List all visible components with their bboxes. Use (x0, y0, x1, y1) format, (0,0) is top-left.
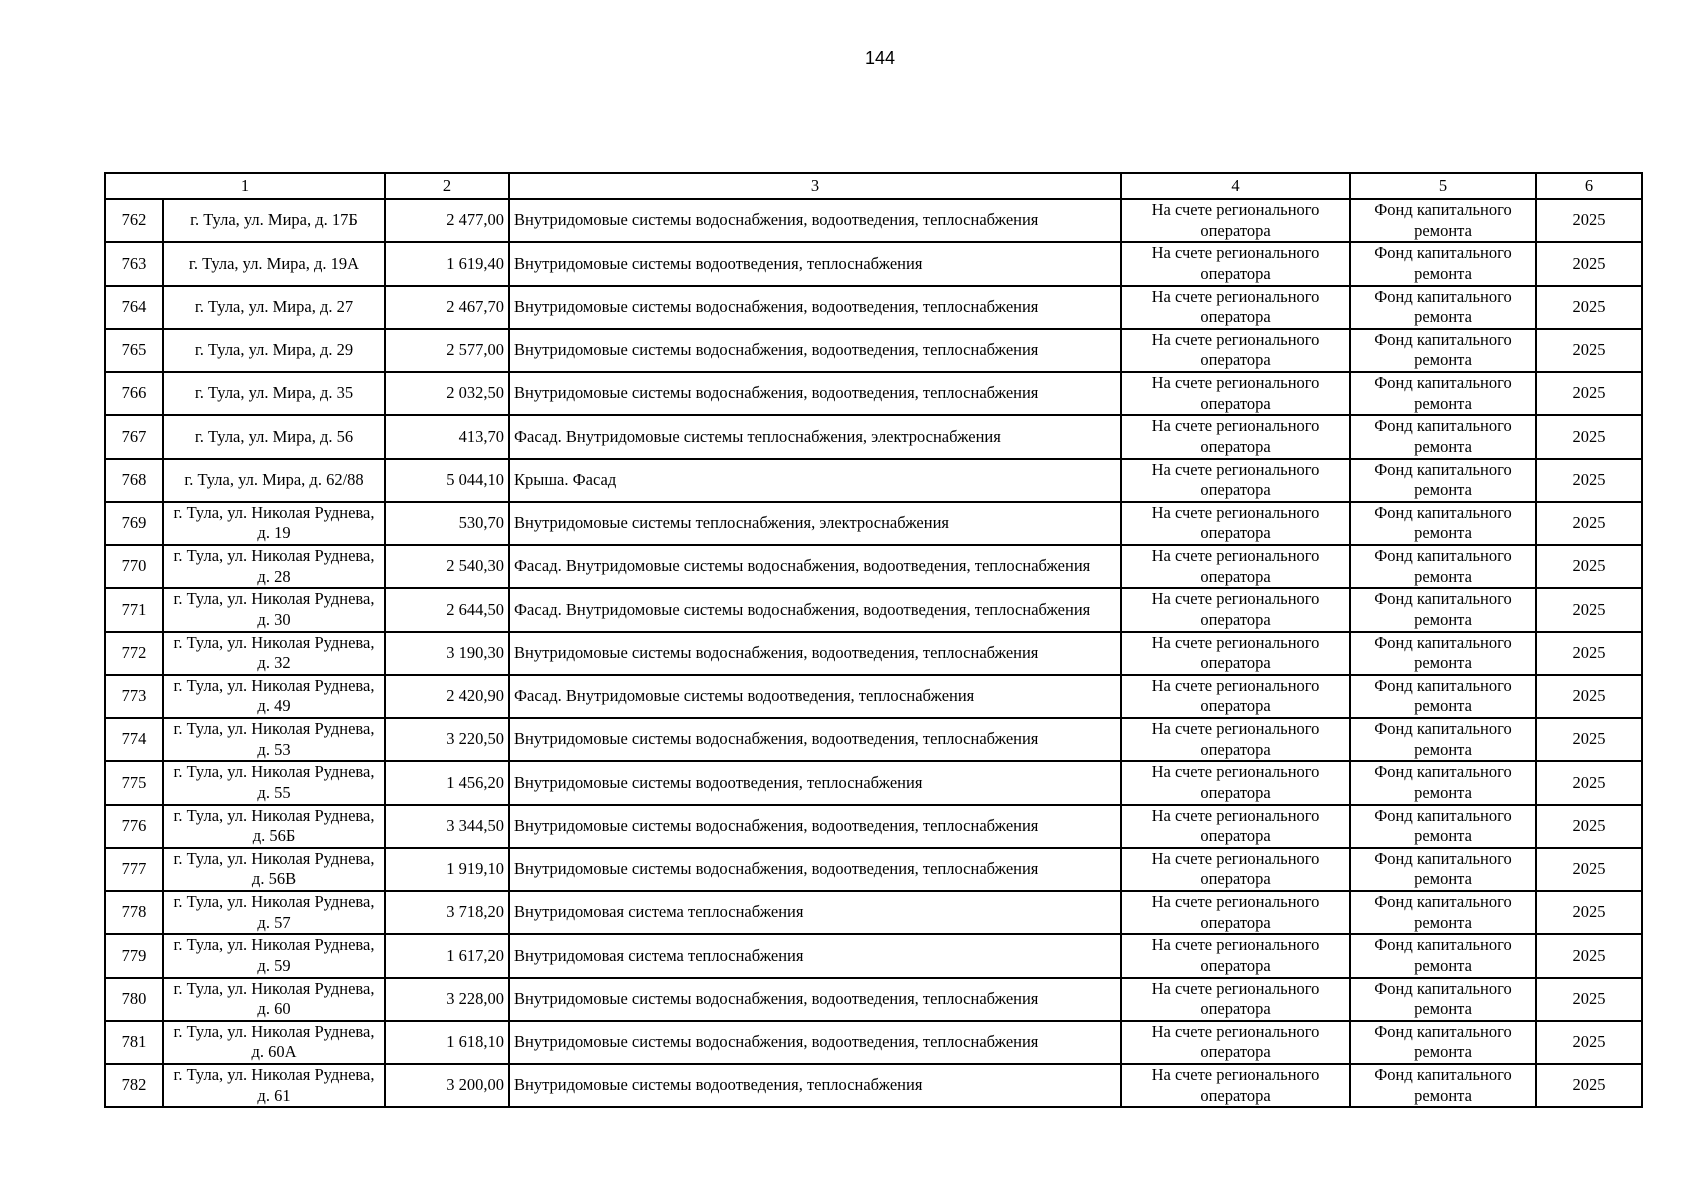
address-cell: г. Тула, ул. Мира, д. 19А (163, 242, 385, 285)
page-number: 144 (864, 48, 896, 68)
area-cell: 413,70 (385, 415, 509, 458)
column-number-row (105, 173, 1642, 199)
table-row (105, 459, 1642, 502)
year-cell: 2025 (1536, 848, 1642, 891)
fund-cell: Фонд капитального ремонта (1350, 588, 1536, 631)
works-cell: Внутридомовые системы водоснабжения, водоотведения, теплоснабжения (509, 1021, 1121, 1064)
row-number: 777 (105, 848, 163, 891)
account-cell: На счете регионального оператора (1121, 372, 1350, 415)
works-cell: Внутридомовые системы водоснабжения, водоотведения, теплоснабжения (509, 718, 1121, 761)
area-cell: 3 344,50 (385, 805, 509, 848)
area-cell: 1 919,10 (385, 848, 509, 891)
row-number: 779 (105, 934, 163, 977)
area-cell: 3 220,50 (385, 718, 509, 761)
year-cell: 2025 (1536, 588, 1642, 631)
year-cell: 2025 (1536, 718, 1642, 761)
column-header-6: 6 (1536, 173, 1642, 199)
account-cell: На счете регионального оператора (1121, 1064, 1350, 1107)
table-row (105, 1021, 1642, 1064)
row-number: 769 (105, 502, 163, 545)
works-cell: Внутридомовые системы водоснабжения, водоотведения, теплоснабжения (509, 199, 1121, 242)
account-cell: На счете регионального оператора (1121, 978, 1350, 1021)
table-row (105, 632, 1642, 675)
row-number: 781 (105, 1021, 163, 1064)
account-cell: На счете регионального оператора (1121, 718, 1350, 761)
works-cell: Внутридомовые системы водоотведения, теплоснабжения (509, 242, 1121, 285)
address-cell: г. Тула, ул. Николая Руднева, д. 30 (163, 588, 385, 631)
works-cell: Внутридомовые системы водоснабжения, водоотведения, теплоснабжения (509, 632, 1121, 675)
table-row (105, 545, 1642, 588)
address-cell: г. Тула, ул. Мира, д. 29 (163, 329, 385, 372)
row-number: 772 (105, 632, 163, 675)
works-cell: Внутридомовые системы водоотведения, теплоснабжения (509, 1064, 1121, 1107)
row-number: 780 (105, 978, 163, 1021)
table-row (105, 978, 1642, 1021)
table-row (105, 329, 1642, 372)
row-number: 767 (105, 415, 163, 458)
year-cell: 2025 (1536, 286, 1642, 329)
year-cell: 2025 (1536, 242, 1642, 285)
account-cell: На счете регионального оператора (1121, 286, 1350, 329)
year-cell: 2025 (1536, 1021, 1642, 1064)
account-cell: На счете регионального оператора (1121, 675, 1350, 718)
account-cell: На счете регионального оператора (1121, 1021, 1350, 1064)
works-cell: Внутридомовая система теплоснабжения (509, 891, 1121, 934)
table-row (105, 891, 1642, 934)
address-cell: г. Тула, ул. Николая Руднева, д. 32 (163, 632, 385, 675)
fund-cell: Фонд капитального ремонта (1350, 415, 1536, 458)
fund-cell: Фонд капитального ремонта (1350, 848, 1536, 891)
row-number: 776 (105, 805, 163, 848)
year-cell: 2025 (1536, 415, 1642, 458)
area-cell: 1 456,20 (385, 761, 509, 804)
account-cell: На счете регионального оператора (1121, 891, 1350, 934)
row-number: 773 (105, 675, 163, 718)
fund-cell: Фонд капитального ремонта (1350, 545, 1536, 588)
area-cell: 3 200,00 (385, 1064, 509, 1107)
fund-cell: Фонд капитального ремонта (1350, 459, 1536, 502)
fund-cell: Фонд капитального ремонта (1350, 1021, 1536, 1064)
address-cell: г. Тула, ул. Николая Руднева, д. 49 (163, 675, 385, 718)
column-header-2: 2 (385, 173, 509, 199)
area-cell: 2 644,50 (385, 588, 509, 631)
fund-cell: Фонд капитального ремонта (1350, 934, 1536, 977)
table-row (105, 675, 1642, 718)
account-cell: На счете регионального оператора (1121, 632, 1350, 675)
year-cell: 2025 (1536, 329, 1642, 372)
account-cell: На счете регионального оператора (1121, 761, 1350, 804)
works-cell: Крыша. Фасад (509, 459, 1121, 502)
row-number: 763 (105, 242, 163, 285)
fund-cell: Фонд капитального ремонта (1350, 199, 1536, 242)
address-cell: г. Тула, ул. Николая Руднева, д. 56Б (163, 805, 385, 848)
works-cell: Внутридомовые системы водоснабжения, водоотведения, теплоснабжения (509, 848, 1121, 891)
account-cell: На счете регионального оператора (1121, 934, 1350, 977)
fund-cell: Фонд капитального ремонта (1350, 761, 1536, 804)
area-cell: 5 044,10 (385, 459, 509, 502)
year-cell: 2025 (1536, 372, 1642, 415)
table-row (105, 199, 1642, 242)
year-cell: 2025 (1536, 502, 1642, 545)
address-cell: г. Тула, ул. Мира, д. 27 (163, 286, 385, 329)
account-cell: На счете регионального оператора (1121, 242, 1350, 285)
fund-cell: Фонд капитального ремонта (1350, 891, 1536, 934)
row-number: 778 (105, 891, 163, 934)
year-cell: 2025 (1536, 805, 1642, 848)
works-cell: Внутридомовые системы водоснабжения, водоотведения, теплоснабжения (509, 978, 1121, 1021)
area-cell: 2 032,50 (385, 372, 509, 415)
table-row (105, 805, 1642, 848)
year-cell: 2025 (1536, 934, 1642, 977)
address-cell: г. Тула, ул. Мира, д. 35 (163, 372, 385, 415)
table-row (105, 934, 1642, 977)
account-cell: На счете регионального оператора (1121, 502, 1350, 545)
address-cell: г. Тула, ул. Мира, д. 56 (163, 415, 385, 458)
works-cell: Внутридомовые системы теплоснабжения, электроснабжения (509, 502, 1121, 545)
table-row (105, 588, 1642, 631)
fund-cell: Фонд капитального ремонта (1350, 1064, 1536, 1107)
works-cell: Внутридомовые системы водоотведения, теплоснабжения (509, 761, 1121, 804)
fund-cell: Фонд капитального ремонта (1350, 286, 1536, 329)
account-cell: На счете регионального оператора (1121, 805, 1350, 848)
year-cell: 2025 (1536, 1064, 1642, 1107)
works-cell: Внутридомовые системы водоснабжения, водоотведения, теплоснабжения (509, 329, 1121, 372)
column-header-3: 3 (509, 173, 1121, 199)
account-cell: На счете регионального оператора (1121, 588, 1350, 631)
row-number: 771 (105, 588, 163, 631)
area-cell: 1 619,40 (385, 242, 509, 285)
address-cell: г. Тула, ул. Николая Руднева, д. 60 (163, 978, 385, 1021)
register-table (104, 172, 1643, 1108)
works-cell: Фасад. Внутридомовые системы водоснабжения, водоотведения, теплоснабжения (509, 588, 1121, 631)
row-number: 766 (105, 372, 163, 415)
row-number: 770 (105, 545, 163, 588)
area-cell: 530,70 (385, 502, 509, 545)
year-cell: 2025 (1536, 199, 1642, 242)
address-cell: г. Тула, ул. Николая Руднева, д. 59 (163, 934, 385, 977)
year-cell: 2025 (1536, 891, 1642, 934)
address-cell: г. Тула, ул. Мира, д. 62/88 (163, 459, 385, 502)
table-row (105, 848, 1642, 891)
area-cell: 3 718,20 (385, 891, 509, 934)
area-cell: 2 477,00 (385, 199, 509, 242)
table-row (105, 718, 1642, 761)
area-cell: 1 617,20 (385, 934, 509, 977)
account-cell: На счете регионального оператора (1121, 199, 1350, 242)
table-row (105, 761, 1642, 804)
table-row (105, 1064, 1642, 1107)
row-number: 782 (105, 1064, 163, 1107)
row-number: 765 (105, 329, 163, 372)
fund-cell: Фонд капитального ремонта (1350, 805, 1536, 848)
fund-cell: Фонд капитального ремонта (1350, 718, 1536, 761)
area-cell: 2 540,30 (385, 545, 509, 588)
area-cell: 1 618,10 (385, 1021, 509, 1064)
row-number: 774 (105, 718, 163, 761)
address-cell: г. Тула, ул. Николая Руднева, д. 60А (163, 1021, 385, 1064)
year-cell: 2025 (1536, 675, 1642, 718)
fund-cell: Фонд капитального ремонта (1350, 675, 1536, 718)
table-body (105, 173, 1642, 1107)
year-cell: 2025 (1536, 978, 1642, 1021)
account-cell: На счете регионального оператора (1121, 848, 1350, 891)
address-cell: г. Тула, ул. Николая Руднева, д. 57 (163, 891, 385, 934)
column-header-4: 4 (1121, 173, 1350, 199)
area-cell: 3 228,00 (385, 978, 509, 1021)
column-header-5: 5 (1350, 173, 1536, 199)
table-row (105, 415, 1642, 458)
table-row (105, 372, 1642, 415)
fund-cell: Фонд капитального ремонта (1350, 978, 1536, 1021)
area-cell: 2 420,90 (385, 675, 509, 718)
fund-cell: Фонд капитального ремонта (1350, 329, 1536, 372)
year-cell: 2025 (1536, 459, 1642, 502)
table-row (105, 502, 1642, 545)
row-number: 762 (105, 199, 163, 242)
works-cell: Фасад. Внутридомовые системы водоснабжения, водоотведения, теплоснабжения (509, 545, 1121, 588)
works-cell: Внутридомовая система теплоснабжения (509, 934, 1121, 977)
account-cell: На счете регионального оператора (1121, 459, 1350, 502)
fund-cell: Фонд капитального ремонта (1350, 502, 1536, 545)
address-cell: г. Тула, ул. Николая Руднева, д. 19 (163, 502, 385, 545)
row-number: 768 (105, 459, 163, 502)
works-cell: Внутридомовые системы водоснабжения, водоотведения, теплоснабжения (509, 286, 1121, 329)
account-cell: На счете регионального оператора (1121, 415, 1350, 458)
area-cell: 2 467,70 (385, 286, 509, 329)
fund-cell: Фонд капитального ремонта (1350, 632, 1536, 675)
works-cell: Внутридомовые системы водоснабжения, водоотведения, теплоснабжения (509, 372, 1121, 415)
fund-cell: Фонд капитального ремонта (1350, 372, 1536, 415)
area-cell: 3 190,30 (385, 632, 509, 675)
works-cell: Фасад. Внутридомовые системы водоотведения, теплоснабжения (509, 675, 1121, 718)
area-cell: 2 577,00 (385, 329, 509, 372)
account-cell: На счете регионального оператора (1121, 329, 1350, 372)
table-row (105, 242, 1642, 285)
year-cell: 2025 (1536, 545, 1642, 588)
table-row (105, 286, 1642, 329)
address-cell: г. Тула, ул. Николая Руднева, д. 28 (163, 545, 385, 588)
year-cell: 2025 (1536, 632, 1642, 675)
works-cell: Фасад. Внутридомовые системы теплоснабжения, электроснабжения (509, 415, 1121, 458)
row-number: 775 (105, 761, 163, 804)
address-cell: г. Тула, ул. Николая Руднева, д. 56В (163, 848, 385, 891)
address-cell: г. Тула, ул. Николая Руднева, д. 55 (163, 761, 385, 804)
address-cell: г. Тула, ул. Мира, д. 17Б (163, 199, 385, 242)
works-cell: Внутридомовые системы водоснабжения, водоотведения, теплоснабжения (509, 805, 1121, 848)
row-number: 764 (105, 286, 163, 329)
address-cell: г. Тула, ул. Николая Руднева, д. 53 (163, 718, 385, 761)
address-cell: г. Тула, ул. Николая Руднева, д. 61 (163, 1064, 385, 1107)
fund-cell: Фонд капитального ремонта (1350, 242, 1536, 285)
account-cell: На счете регионального оператора (1121, 545, 1350, 588)
column-header-1: 1 (105, 173, 385, 199)
year-cell: 2025 (1536, 761, 1642, 804)
